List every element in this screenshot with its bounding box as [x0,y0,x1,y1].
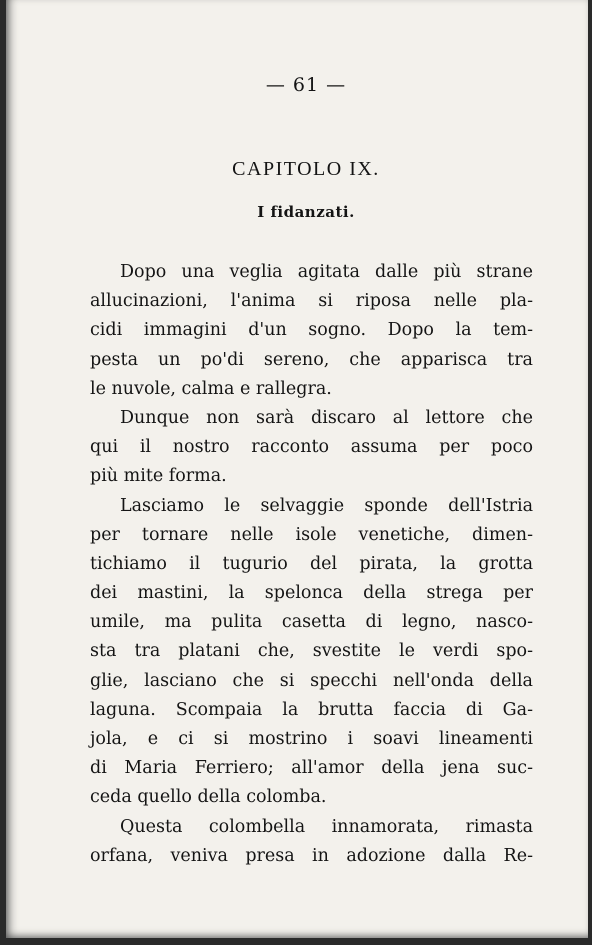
book-page [6,0,588,938]
text-line: di Maria Ferriero; all'amor della jena suc- [90,758,533,779]
body-text [90,258,533,871]
text-line: ceda quello della colomba. [90,787,327,808]
chapter-subtitle: I fidanzati. [257,203,355,221]
text-line: umile, ma pulita casetta di legno, nasco- [90,612,533,633]
text-line: Dunque non sarà discaro al lettore che [120,407,533,428]
text-line: jola, e ci si mostrino i soavi lineamenti [90,729,533,749]
paragraph [90,492,533,813]
text-line: pesta un po'di sereno, che apparisca tra [90,349,533,370]
text-line: laguna. Scompaia la brutta faccia di Ga- [90,699,533,720]
text-line: le nuvole, calma e rallegra. [90,378,332,399]
chapter-title: CAPITOLO IX. [232,158,380,180]
text-line: glie, lasciano che si specchi nell'onda della [90,670,533,691]
text-line: orfana, veniva presa in adozione dalla Re- [90,845,533,866]
text-line: per tornare nelle isole venetiche, dimen- [90,524,533,545]
text-line: dei mastini, la spelonca della strega per [90,583,533,604]
text-line: allucinazioni, l'anima si riposa nelle pla- [90,291,533,312]
text-line: tichiamo il tugurio del pirata, la grotta [90,553,533,574]
text-line: Dopo una veglia agitata dalle più strane [120,262,533,282]
text-line: sta tra platani che, svestite le verdi spo- [90,641,533,662]
paragraph [90,258,533,404]
text-line: Lasciamo le selvaggie sponde dell'Istria [120,495,533,516]
text-line: cidi immagini d'un sogno. Dopo la tem- [90,320,533,341]
paragraph [90,404,533,492]
text-line: qui il nostro racconto assuma per poco [90,437,533,458]
paragraph [90,813,533,871]
text-line: più mite forma. [90,466,227,487]
page-number: — 61 — [265,74,347,96]
text-line: Questa colombella innamorata, rimasta [120,816,533,837]
